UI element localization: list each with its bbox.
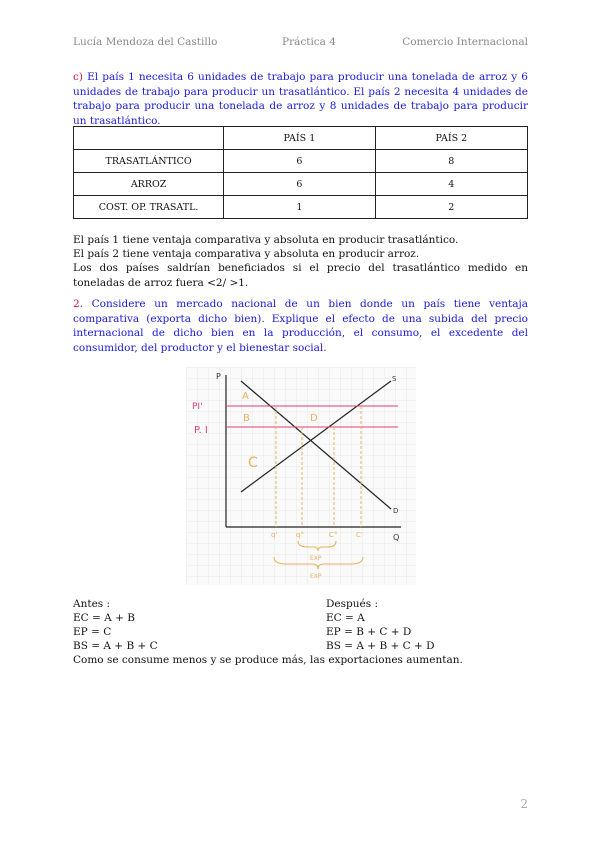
q-demand-0-label: C° xyxy=(329,531,338,539)
before-bs: BS = A + B + C xyxy=(73,640,158,652)
question-2-text: Considere un mercado nacional de un bien donde un país tiene ventaja comparativa (exporta dicho bien). Explique el efecto de una subida del precio internacional de dicho bien en la producción, el consumo, el excedente del consumidor, del productor y el bienestar social. xyxy=(73,298,528,354)
after-title: Después : xyxy=(326,598,378,610)
exp-large-label: EXP xyxy=(310,573,322,580)
question-c xyxy=(73,70,528,128)
table-cell: 2 xyxy=(375,196,527,219)
answer-c-line-1: El país 1 tiene ventaja comparativa y absoluta en producir trasatlántico. xyxy=(73,234,459,246)
table-cell: 6 xyxy=(224,150,375,173)
area-b-label: B xyxy=(243,413,250,424)
q-supply-0-label: q° xyxy=(296,531,304,539)
table-cell: COST. OP. TRASATL. xyxy=(74,196,224,219)
axis-x-label: Q xyxy=(393,533,400,542)
table-header-cell xyxy=(74,127,224,150)
question-2-marker: 2. xyxy=(73,298,84,310)
answer-c-line-3: Los dos países saldrían beneficiados si el precio del trasatlántico medido en toneladas de arroz fuera <2/ >1. xyxy=(73,262,528,289)
table-header-cell: PAÍS 1 xyxy=(224,127,375,150)
conclusion: Como se consume menos y se produce más, las exportaciones aumentan. xyxy=(73,654,463,666)
after-ec: EC = A xyxy=(326,612,365,624)
after-bs: BS = A + B + C + D xyxy=(326,640,435,652)
q-supply-1-label: q' xyxy=(271,531,278,539)
area-c-label: C xyxy=(248,455,258,471)
before-title: Antes : xyxy=(73,598,111,610)
exp-small-label: EXP xyxy=(310,555,322,562)
demand-label: D xyxy=(393,507,399,515)
after-ep: EP = B + C + D xyxy=(326,626,412,638)
table-cell: 1 xyxy=(224,196,375,219)
table-row xyxy=(74,173,528,196)
question-c-text: El país 1 necesita 6 unidades de trabajo para producir una tonelada de arroz y 6 unidades de trabajo para producir un trasatlántico. El país 2 necesita 4 unidades de trabajo para producir una tonelada de arroz y 8 unidades de trabajo para producir un trasatlántico. xyxy=(73,71,528,127)
comparative-advantage-table xyxy=(73,126,528,219)
answer-c-line-2: El país 2 tiene ventaja comparativa y absoluta en producir arroz. xyxy=(73,248,420,260)
table-row xyxy=(74,196,528,219)
area-d-label: D xyxy=(310,413,318,424)
axis-y-label: P xyxy=(216,372,221,381)
price-high-label: PI' xyxy=(192,402,203,412)
before-ep: EP = C xyxy=(73,626,112,638)
question-2 xyxy=(73,297,528,355)
price-low-label: P. I xyxy=(194,425,208,436)
grid-lines xyxy=(186,367,416,585)
header-title: Práctica 4 xyxy=(282,36,336,48)
header-author: Lucía Mendoza del Castillo xyxy=(73,36,218,48)
header-subject: Comercio Internacional xyxy=(402,36,528,48)
before-ec: EC = A + B xyxy=(73,612,135,624)
table-cell: ARROZ xyxy=(74,173,224,196)
table-row xyxy=(74,150,528,173)
table-header-row xyxy=(74,127,528,150)
q-demand-1-label: C' xyxy=(356,531,363,539)
table-cell: 4 xyxy=(375,173,527,196)
supply-demand-sketch xyxy=(186,367,416,585)
table-header-cell: PAÍS 2 xyxy=(375,127,527,150)
table-cell: 8 xyxy=(375,150,527,173)
page-number: 2 xyxy=(520,797,528,811)
table-cell: TRASATLÁNTICO xyxy=(74,150,224,173)
table-cell: 6 xyxy=(224,173,375,196)
area-a-label: A xyxy=(242,391,249,402)
question-c-marker: c) xyxy=(73,71,83,83)
supply-label: S xyxy=(392,375,397,383)
